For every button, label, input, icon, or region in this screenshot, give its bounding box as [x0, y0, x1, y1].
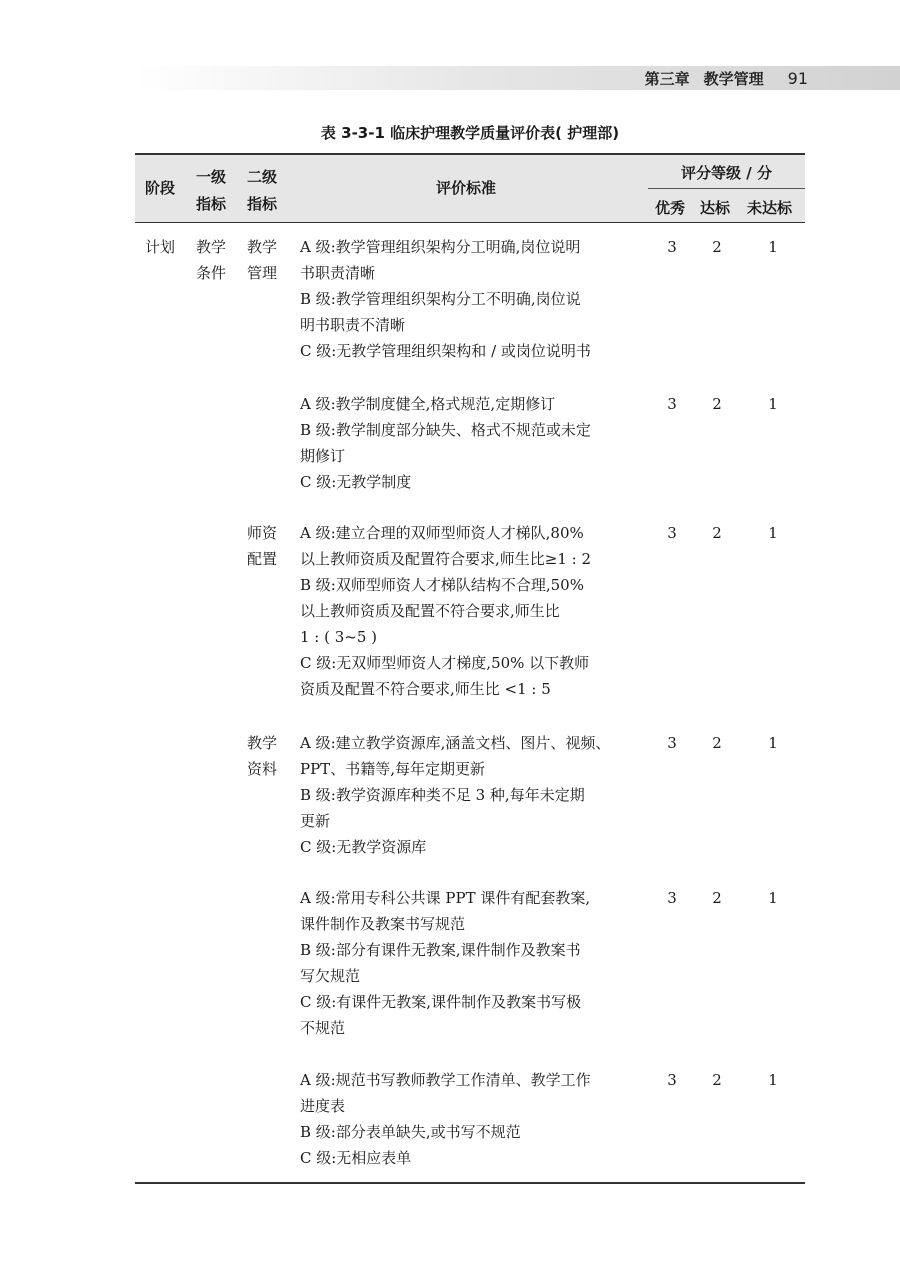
- criteria-line: 不规范: [300, 1019, 346, 1037]
- table-title: 表 3-3-1 临床护理教学质量评价表( 护理部): [320, 124, 620, 142]
- criteria-line: B 级:教学管理组织架构分工不明确,岗位说: [300, 290, 581, 308]
- score-excellent: 3: [667, 734, 677, 752]
- header-criteria: 评价标准: [436, 179, 497, 197]
- level2-cell-line: 教学: [247, 238, 278, 256]
- criteria-line: A 级:教学制度健全,格式规范,定期修订: [300, 395, 556, 413]
- score-pass: 2: [712, 734, 722, 752]
- section-label: 教学管理: [703, 70, 764, 88]
- criteria-line: 写欠规范: [300, 967, 361, 985]
- criteria-cell: [300, 730, 645, 860]
- criteria-line: B 级:教学制度部分缺失、格式不规范或未定: [300, 421, 591, 439]
- table-header-rule: [135, 222, 805, 223]
- header-score-excellent: 优秀: [655, 199, 686, 217]
- criteria-line: 以上教师资质及配置符合要求,师生比≥1 : 2: [300, 550, 592, 568]
- score-excellent: 3: [667, 524, 677, 542]
- score-excellent: 3: [667, 238, 677, 256]
- score-excellent: 3: [667, 889, 677, 907]
- criteria-line: PPT、书籍等,每年定期更新: [300, 760, 485, 778]
- header-score-group: 评分等级 / 分: [681, 164, 772, 182]
- score-excellent: 3: [667, 1071, 677, 1089]
- level2-cell-line: 教学: [247, 734, 278, 752]
- criteria-cell: [300, 885, 645, 1041]
- header-level1-line1: 一级: [196, 168, 227, 186]
- score-pass: 2: [712, 1071, 722, 1089]
- header-score-fail: 未达标: [747, 199, 793, 217]
- level2-cell-line: 师资: [247, 524, 278, 542]
- criteria-line: A 级:常用专科公共课 PPT 课件有配套教案,: [300, 889, 591, 907]
- score-subheader-rule: [648, 188, 805, 189]
- criteria-line: C 级:无双师型师资人才梯度,50% 以下教师: [300, 654, 590, 672]
- criteria-line: 课件制作及教案书写规范: [300, 915, 466, 933]
- level2-cell-line: 管理: [247, 264, 278, 282]
- criteria-line: C 级:无教学制度: [300, 473, 412, 491]
- criteria-line: 明书职责不清晰: [300, 316, 406, 334]
- criteria-line: A 级:教学管理组织架构分工明确,岗位说明: [300, 238, 581, 256]
- score-fail: 1: [768, 1071, 778, 1089]
- criteria-line: B 级:部分表单缺失,或书写不规范: [300, 1123, 521, 1141]
- criteria-line: B 级:教学资源库种类不足 3 种,每年未定期: [300, 786, 585, 804]
- header-level1-line2: 指标: [196, 195, 227, 213]
- score-pass: 2: [712, 889, 722, 907]
- criteria-line: B 级:双师型师资人才梯队结构不合理,50%: [300, 576, 584, 594]
- header-level2-line2: 指标: [247, 195, 278, 213]
- criteria-line: A 级:规范书写教师教学工作清单、教学工作: [300, 1071, 591, 1089]
- criteria-line: C 级:无相应表单: [300, 1149, 412, 1167]
- criteria-line: 更新: [300, 812, 331, 830]
- score-pass: 2: [712, 395, 722, 413]
- criteria-line: 进度表: [300, 1097, 346, 1115]
- criteria-cell: [300, 520, 645, 702]
- score-fail: 1: [768, 238, 778, 256]
- score-fail: 1: [768, 889, 778, 907]
- criteria-line: 期修订: [300, 447, 346, 465]
- criteria-line: 资质及配置不符合要求,师生比 <1 : 5: [300, 680, 551, 698]
- score-pass: 2: [712, 524, 722, 542]
- criteria-line: 书职责清晰: [300, 264, 376, 282]
- criteria-cell: [300, 391, 645, 495]
- criteria-line: A 级:建立教学资源库,涵盖文档、图片、视频、: [300, 734, 611, 752]
- header-level2-line1: 二级: [247, 168, 278, 186]
- level2-cell-line: 配置: [247, 550, 278, 568]
- criteria-cell: [300, 1067, 645, 1171]
- header-score-pass: 达标: [700, 199, 731, 217]
- table-top-rule: [135, 153, 805, 155]
- criteria-line: C 级:无教学资源库: [300, 838, 427, 856]
- criteria-cell: [300, 234, 645, 364]
- score-pass: 2: [712, 238, 722, 256]
- running-header: [645, 68, 808, 89]
- criteria-line: A 级:建立合理的双师型师资人才梯队,80%: [300, 524, 584, 542]
- score-excellent: 3: [667, 395, 677, 413]
- score-fail: 1: [768, 734, 778, 752]
- page-number: 91: [787, 69, 808, 88]
- criteria-line: C 级:无教学管理组织架构和 / 或岗位说明书: [300, 342, 591, 360]
- criteria-line: C 级:有课件无教案,课件制作及教案书写极: [300, 993, 582, 1011]
- level1-cell-line2: 条件: [196, 264, 227, 282]
- score-fail: 1: [768, 524, 778, 542]
- table-bottom-rule: [135, 1182, 805, 1184]
- criteria-line: 以上教师资质及配置不符合要求,师生比: [300, 602, 560, 620]
- criteria-line: 1 : ( 3~5 ): [300, 628, 378, 646]
- score-fail: 1: [768, 395, 778, 413]
- header-stage: 阶段: [145, 179, 176, 197]
- criteria-line: B 级:部分有课件无教案,课件制作及教案书: [300, 941, 581, 959]
- stage-cell: 计划: [145, 238, 176, 256]
- chapter-label: 第三章: [644, 70, 690, 88]
- level2-cell-line: 资料: [247, 760, 278, 778]
- level1-cell-line1: 教学: [196, 238, 227, 256]
